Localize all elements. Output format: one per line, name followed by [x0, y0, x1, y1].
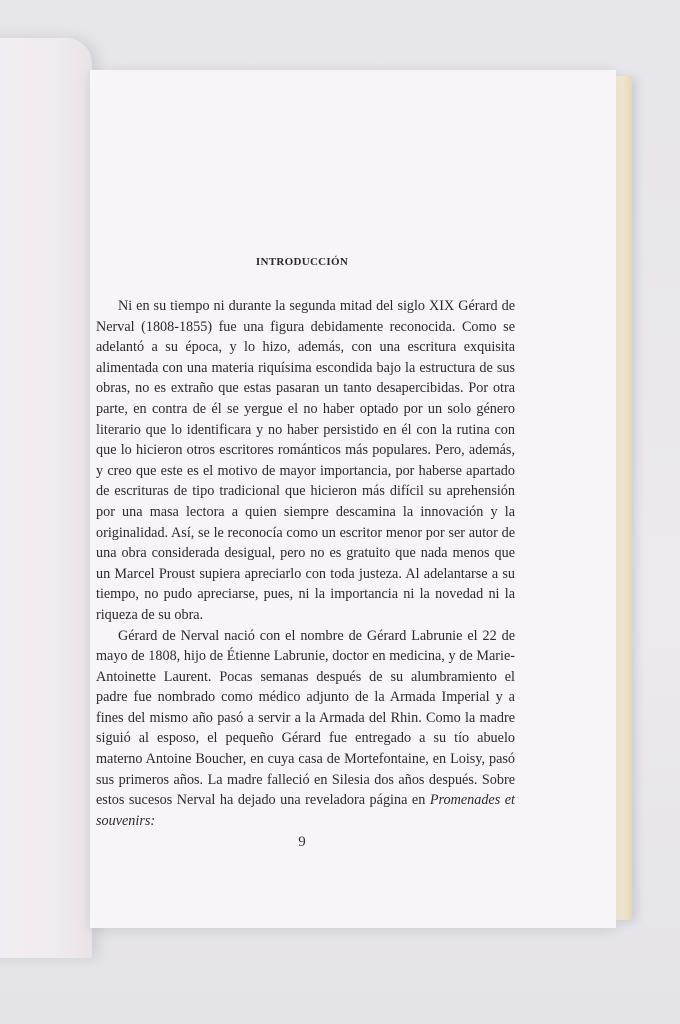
body-text [96, 296, 515, 831]
work-title: Promenades et souvenirs: [96, 792, 515, 829]
paragraph-2-text: Gérard de Nerval nació con el nombre de Gérard Labrunie el 22 de mayo de 1808, hijo de Étienne Labrunie, doctor en medicina, y de Marie-Antoinette Laurent. Pocas semanas después de su alumbramiento el padre fue nombrado como médico adjunto de la Armada Imperial y a fines del mismo año pasó a servir a la Armada del Rhin. Como la madre siguió al esposo, el pequeño Gérard fue entregado a su tío abuelo materno Antoine Boucher, en cuya casa de Mortefontaine, en Loisy, pasó sus primeros años. La madre falleció en Silesia dos años después. Sobre estos sucesos Nerval ha dejado una reveladora página en [96, 627, 515, 809]
paragraph-1: Ni en su tiempo ni durante la segunda mitad del siglo XIX Gérard de Nerval (1808-1855) fue una figura debidamente reconocida. Como se adelantó a su época, y lo hizo, además, con una escritura exquisita alimentada con una materia riquísima escondida bajo la estructura de sus obras, no es extraño que estas pasaran un tanto desapercibidas. Por otra parte, en contra de él se yergue el no haber optado por un solo género literario que lo identificara y no haber persistido en él con la rutina con que lo hicieron otros escritores románticos más populares. Pero, además, y creo que este es el motivo de mayor importancia, por haberse apartado de escrituras de tipo tradicional que hicieron más difícil su aprehensión por una masa lectora a quien siempre descamina la innovación y la originalidad. Así, se le reconocía como un escritor menor por ser autor de una obra considerada desigual, pero no es gratuito que nada menos que un Marcel Proust supiera apreciarlo con toda justeza. Al adelantarse a su tiempo, no pudo apreciarse, pues, ni la importancia ni la novedad ni la riqueza de su obra. [96, 298, 515, 623]
page-number: 9 [298, 834, 306, 850]
book-page [90, 70, 616, 928]
chapter-title: INTRODUCCIÓN [255, 256, 349, 268]
paragraph-2 [96, 626, 515, 832]
left-page-edge [0, 38, 92, 958]
